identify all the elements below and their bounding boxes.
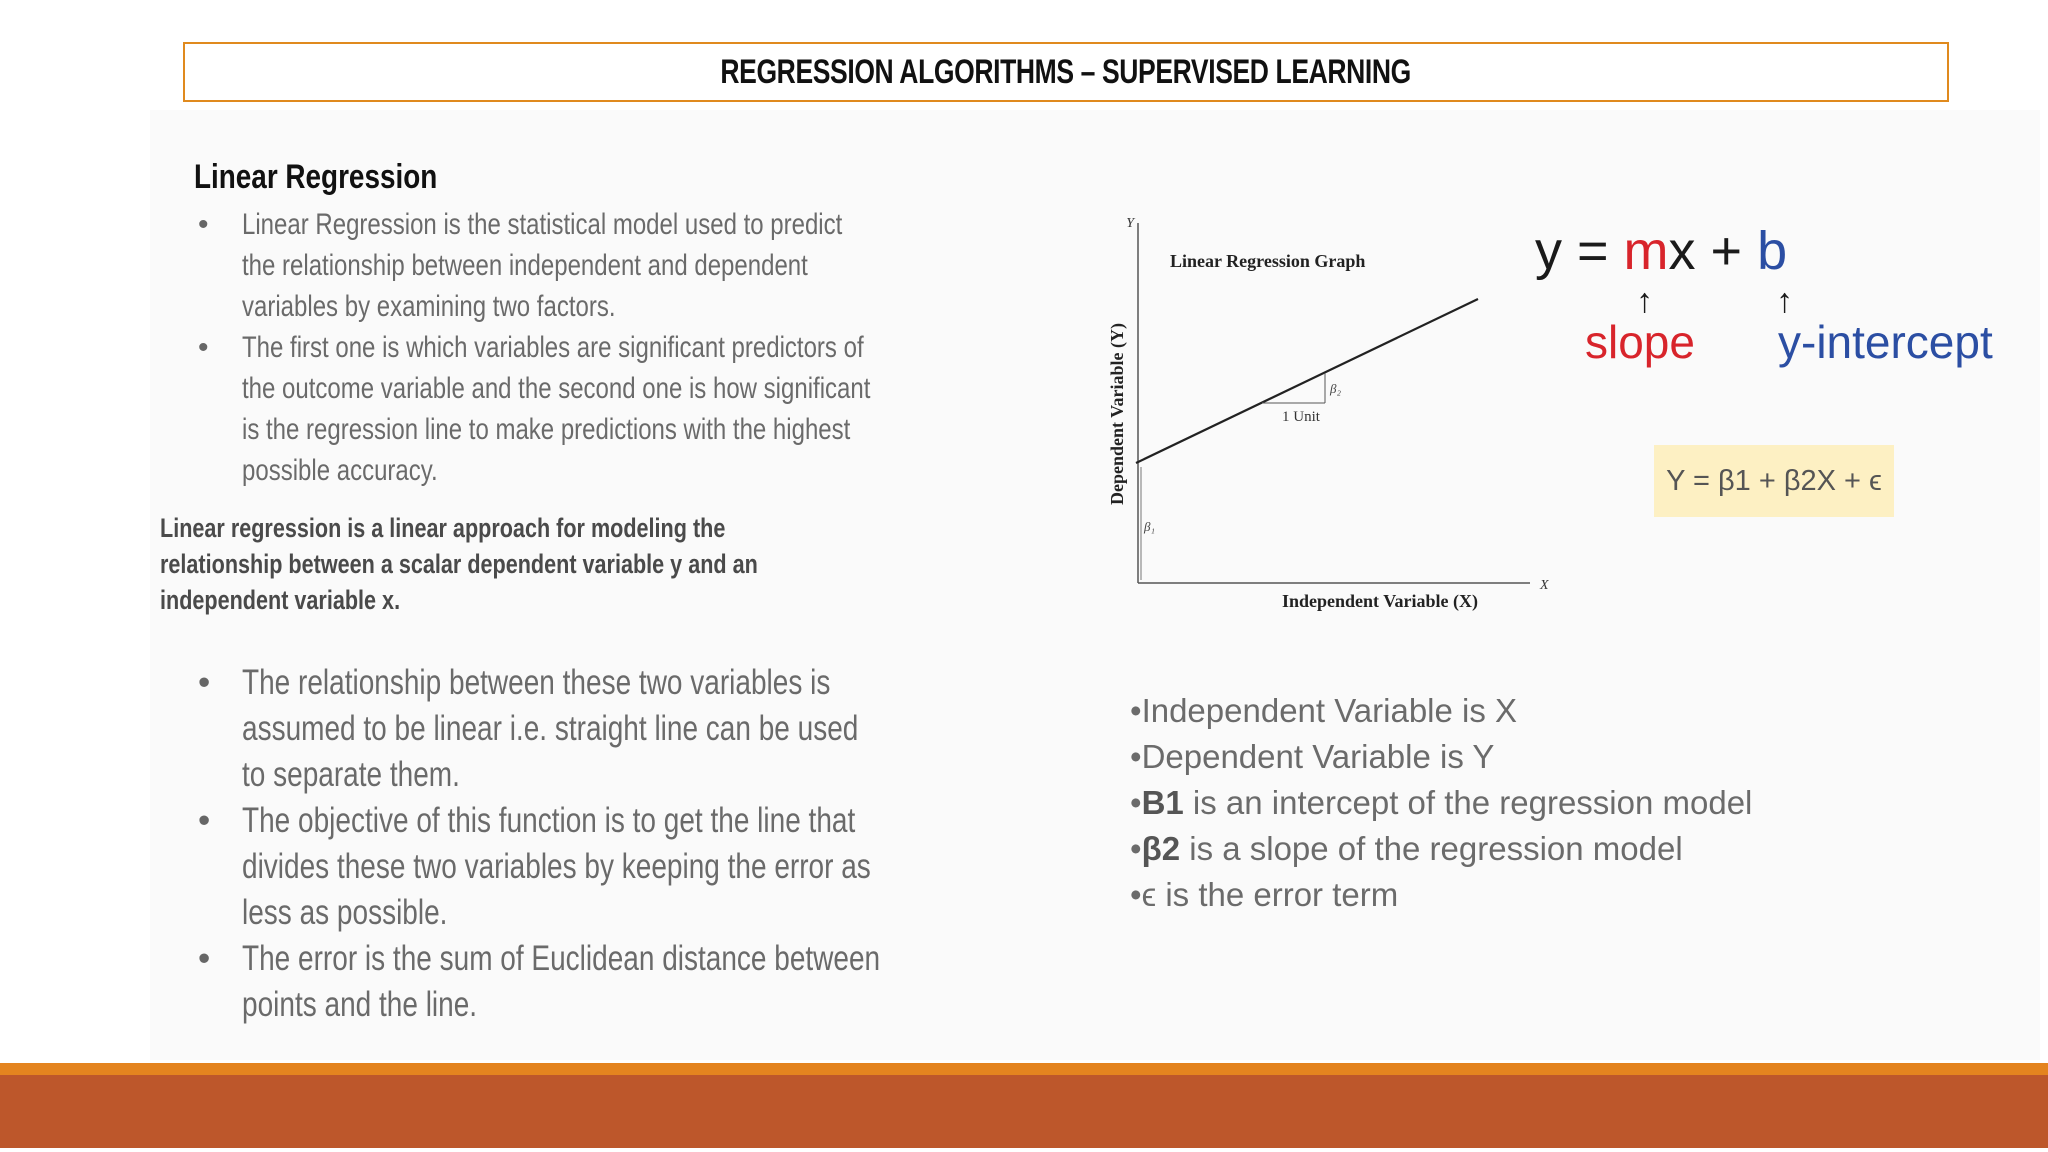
bullet-icon: • xyxy=(198,208,209,241)
title-banner xyxy=(183,42,1949,102)
bullet-text: The error is the sum of Euclidean distance between points and the line. xyxy=(242,939,881,1024)
intro-bullet-list xyxy=(198,204,882,491)
definition-paragraph xyxy=(160,510,880,618)
list-item xyxy=(198,660,882,798)
bullet-text: Linear Regression is the statistical model used to predict the relationship between independent and dependent variables by examining two factors. xyxy=(242,208,843,323)
variable-text: is a slope of the regression model xyxy=(1180,830,1683,867)
arrow-up-icon: ↑ xyxy=(1776,282,1793,320)
intercept-symbol: β₁ xyxy=(1144,519,1155,534)
section-heading: Linear Regression xyxy=(194,158,438,196)
equation-b: b xyxy=(1757,221,1788,281)
regression-line xyxy=(1136,299,1478,463)
equation-plus: + xyxy=(1695,221,1758,281)
variable-text: Dependent Variable is Y xyxy=(1141,738,1495,775)
bullet-icon: • xyxy=(198,939,211,978)
bullet-text: The relationship between these two variables is assumed to be linear i.e. straight line can be used to separate them. xyxy=(242,663,859,794)
equation-equals: = xyxy=(1562,221,1624,281)
footer-accent-stripe xyxy=(0,1063,2048,1075)
variable-text: is an intercept of the regression model xyxy=(1183,784,1753,821)
unit-label: 1 Unit xyxy=(1282,409,1320,425)
detail-bullet-list xyxy=(198,660,882,1028)
bullet-icon: • xyxy=(198,801,211,840)
y-axis-label: Dependent Variable (Y) xyxy=(1107,322,1127,505)
intercept-label: y-intercept xyxy=(1778,316,1993,368)
equation-y: y xyxy=(1535,221,1562,281)
list-item xyxy=(198,798,882,936)
slope-symbol: β₂ xyxy=(1330,381,1341,396)
bullet-icon: • xyxy=(1130,738,1142,775)
equation-m: m xyxy=(1623,221,1669,281)
x-axis-label: Independent Variable (X) xyxy=(1282,591,1479,611)
bullet-icon: • xyxy=(198,663,211,702)
list-item xyxy=(198,327,882,491)
slope-label: slope xyxy=(1585,316,1695,368)
footer-band xyxy=(0,1075,2048,1148)
list-item xyxy=(1130,780,1752,826)
arrow-up-icon: ↑ xyxy=(1636,282,1653,320)
variable-term: B1 xyxy=(1141,784,1184,821)
slope-intercept-equation xyxy=(1535,220,1787,282)
x-axis-letter: X xyxy=(1540,578,1549,593)
definition-line: Linear regression is a linear approach for modeling the xyxy=(160,513,726,543)
formula-text: Y = β1 + β2X + ϵ xyxy=(1666,464,1882,497)
list-item xyxy=(1130,872,1752,918)
list-item xyxy=(1130,734,1752,780)
list-item xyxy=(198,204,882,327)
definition-line: independent variable x. xyxy=(160,585,401,615)
y-axis-letter: Y xyxy=(1126,216,1134,231)
formula-box xyxy=(1654,445,1894,517)
bullet-icon: • xyxy=(198,331,209,364)
definition-line: relationship between a scalar dependent variable y and an xyxy=(160,549,758,579)
bullet-icon: • xyxy=(1130,692,1142,729)
list-item xyxy=(1130,826,1752,872)
bullet-icon: • xyxy=(1130,876,1142,913)
regression-graph xyxy=(1100,205,1560,625)
list-item xyxy=(198,936,882,1028)
graph-title: Linear Regression Graph xyxy=(1170,251,1366,271)
bullet-icon: • xyxy=(1130,830,1142,867)
bullet-text: The first one is which variables are significant predictors of the outcome variable and the second one is how significant is the regression line to make predictions with the highest possible accuracy. xyxy=(242,331,871,487)
bullet-icon: • xyxy=(1130,784,1142,821)
variable-text: Independent Variable is X xyxy=(1141,692,1518,729)
variable-term: β2 xyxy=(1141,830,1181,867)
bullet-text: The objective of this function is to get the line that divides these two variables by keeping the error as less as possible. xyxy=(242,801,871,932)
slide-title: REGRESSION ALGORITHMS – SUPERVISED LEARNING xyxy=(720,52,1412,91)
variable-text: ϵ is the error term xyxy=(1141,876,1399,913)
equation-x: x xyxy=(1668,221,1696,281)
list-item xyxy=(1130,688,1752,734)
variable-list xyxy=(1130,688,1752,918)
